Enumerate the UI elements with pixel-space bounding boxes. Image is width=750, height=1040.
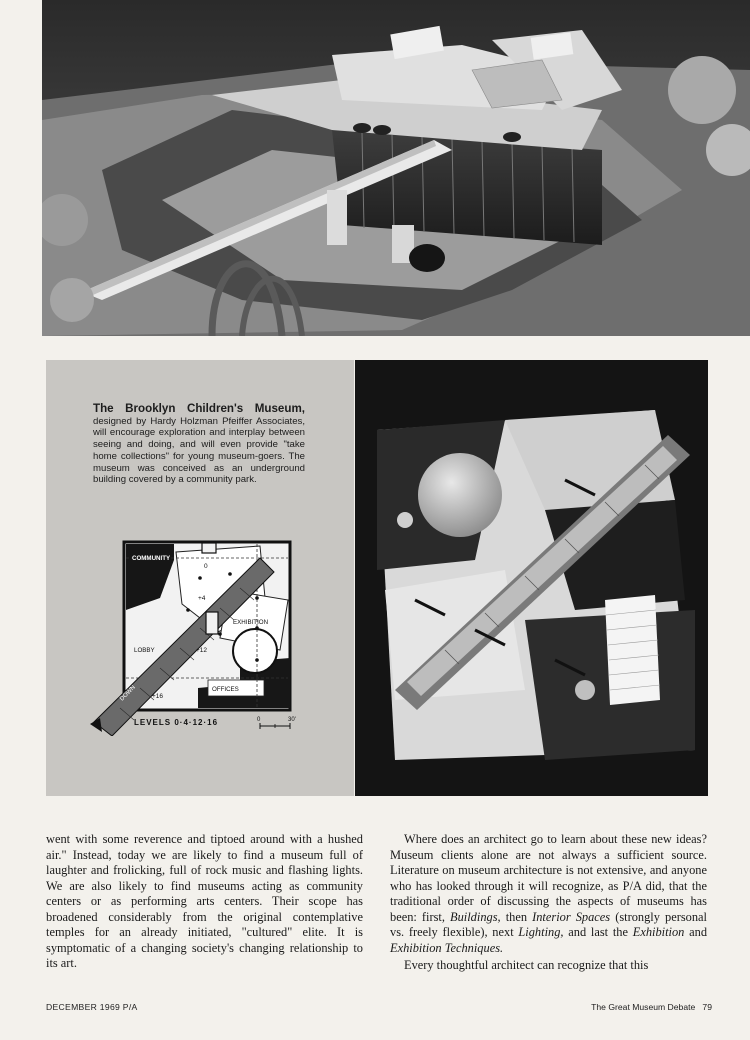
- text-run: and: [684, 925, 708, 939]
- body-paragraph: Every thoughtful architect can recognize that this: [404, 958, 649, 972]
- footer-page-number: The Great Museum Debate 79: [591, 1002, 712, 1012]
- plan-label-offices: OFFICES: [212, 686, 239, 693]
- plan-label-lobby: LOBBY: [134, 647, 155, 654]
- caption-title: The Brooklyn Children's Museum,: [93, 402, 305, 415]
- italic-term: Interior Spaces: [532, 909, 611, 924]
- text-run: (strongly personal vs. freely flexible), next: [390, 909, 707, 939]
- scale-bar: [257, 717, 296, 729]
- plan-levels-caption: LEVELS 0·4·12·16: [134, 718, 219, 727]
- museum-model-top-view-photo: [355, 360, 708, 796]
- body-column-left: [46, 832, 363, 972]
- body-paragraph: [390, 832, 707, 956]
- italic-term: Buildings,: [450, 909, 501, 924]
- plan-level-12: +12: [196, 647, 208, 654]
- footer-issue-date: DECEMBER 1969 P/A: [46, 1002, 138, 1012]
- italic-term: Lighting,: [518, 925, 564, 939]
- plan-level-0: 0: [204, 563, 208, 570]
- body-column-right: [390, 832, 707, 974]
- text-run: and last the: [563, 925, 633, 939]
- plan-label-community: COMMUNITY: [132, 555, 171, 562]
- text-run: then: [500, 909, 533, 924]
- caption-body: designed by Hardy Holzman Pfeiffer Associates, will encourage exploration and interplay between seeing and doing, and will even provide "take home collections" for young museum-goers. The museum was conceived as an underground building covered by a community park.: [93, 415, 305, 486]
- italic-term: Exhibition Techniques.: [390, 940, 504, 955]
- plan-level-4: +4: [198, 595, 206, 602]
- text-run: Where does an architect go to learn about these new ideas? Museum clients alone are not always a sufficient source. Literature on museum architecture is not extensive, and anyone who has looked through it will recognize, as P/A did, that the traditional order of discussing the aspects of museums has been: first,: [390, 832, 707, 924]
- plan-level-16: +16: [152, 693, 164, 700]
- floor-plan-diagram: [90, 538, 322, 736]
- figure-caption: [93, 403, 305, 486]
- body-paragraph: went with some reverence and tiptoed around with a hushed air." Instead, today we are likely to find a museum full of laughter and frolicking, full of rock music and flashing lights. We are also likely to find museums acting as community centers or as performing arts centers. Their scope has broadened considerably from the original contemplative temples for an already initiated, "cultured" elite. It is symptomatic of a changing society's changing relationship to its art.: [46, 832, 363, 970]
- museum-model-aerial-photo: [42, 0, 750, 336]
- scale-end-label: 30': [288, 717, 296, 723]
- plan-label-down: DOWN: [119, 684, 137, 703]
- scale-start-label: 0: [257, 717, 261, 723]
- italic-term: Exhibition: [632, 925, 685, 939]
- plan-label-exhibition: EXHIBITION: [233, 619, 269, 626]
